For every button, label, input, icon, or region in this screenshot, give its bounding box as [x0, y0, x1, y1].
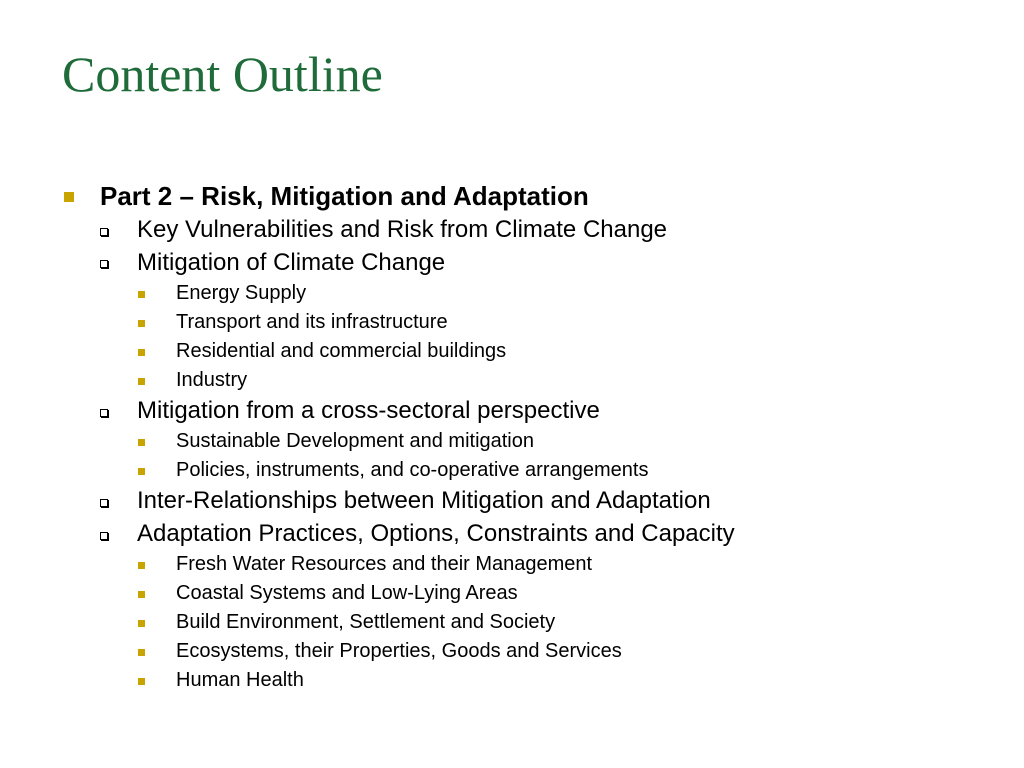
- square-bullet-icon: [138, 562, 145, 569]
- outline-item-level3: Sustainable Development and mitigation: [176, 430, 534, 452]
- outline-item-level2: Key Vulnerabilities and Risk from Climate Change: [137, 216, 668, 243]
- square-bullet-icon: [138, 591, 145, 598]
- outline-item-level3: Fresh Water Resources and their Management: [176, 553, 593, 575]
- outline-item-level3: Build Environment, Settlement and Society: [176, 611, 556, 633]
- square-bullet-icon: [138, 378, 145, 385]
- outline-item-level2: Inter-Relationships between Mitigation and Adaptation: [137, 487, 711, 514]
- outline-item-level3: Coastal Systems and Low-Lying Areas: [176, 582, 518, 604]
- outline-item-level2: Mitigation from a cross-sectoral perspective: [137, 397, 600, 424]
- square-bullet-icon: [138, 620, 145, 627]
- square-bullet-icon: [138, 649, 145, 656]
- outline-item-level2: Mitigation of Climate Change: [137, 249, 446, 276]
- square-bullet-icon: [138, 320, 145, 327]
- outline-item-level1: Part 2 – Risk, Mitigation and Adaptation: [100, 181, 589, 211]
- outline-item-level3: Industry: [176, 369, 248, 391]
- square-bullet-icon: [138, 678, 145, 685]
- slide-title: Content Outline: [62, 46, 383, 102]
- square-bullet-icon: [138, 439, 145, 446]
- outline-item-level3: Ecosystems, their Properties, Goods and Services: [176, 640, 622, 662]
- hollow-square-bullet-icon: [100, 499, 108, 507]
- hollow-square-bullet-icon: [100, 409, 108, 417]
- square-bullet-icon: [138, 349, 145, 356]
- hollow-square-bullet-icon: [100, 260, 108, 268]
- outline-item-level3: Energy Supply: [176, 282, 307, 304]
- square-bullet-icon: [138, 291, 145, 298]
- hollow-square-bullet-icon: [100, 532, 108, 540]
- hollow-square-bullet-icon: [100, 228, 108, 236]
- outline-item-level3: Human Health: [176, 669, 304, 691]
- outline-item-level3: Policies, instruments, and co-operative arrangements: [176, 459, 649, 481]
- square-bullet-icon: [138, 468, 145, 475]
- outline-item-level2: Adaptation Practices, Options, Constraints and Capacity: [137, 520, 735, 547]
- outline-item-level3: Residential and commercial buildings: [176, 340, 507, 362]
- square-bullet-icon: [64, 192, 74, 202]
- outline-item-level3: Transport and its infrastructure: [176, 311, 448, 333]
